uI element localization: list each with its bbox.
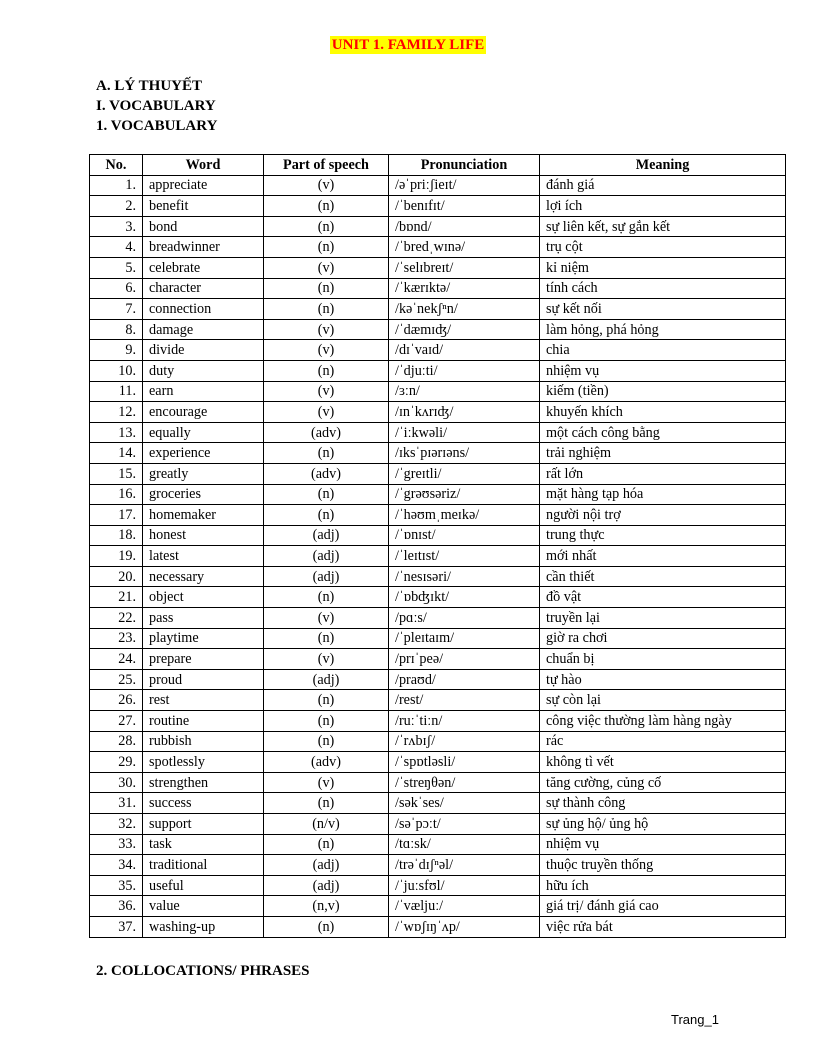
row-number: 17. bbox=[90, 505, 143, 526]
row-part-of-speech: (adj) bbox=[264, 875, 389, 896]
row-meaning: hữu ích bbox=[540, 875, 786, 896]
row-pronunciation: /ˈiːkwəli/ bbox=[389, 422, 540, 443]
row-word: value bbox=[143, 896, 264, 917]
row-word: greatly bbox=[143, 463, 264, 484]
row-number: 5. bbox=[90, 257, 143, 278]
row-number: 13. bbox=[90, 422, 143, 443]
table-row bbox=[90, 257, 786, 278]
row-part-of-speech: (n,v) bbox=[264, 896, 389, 917]
row-part-of-speech: (n) bbox=[264, 505, 389, 526]
row-pronunciation: /kəˈnekʃⁿn/ bbox=[389, 299, 540, 320]
row-number: 16. bbox=[90, 484, 143, 505]
row-pronunciation: /ˈgreɪtli/ bbox=[389, 463, 540, 484]
row-pronunciation: /dɪˈvaɪd/ bbox=[389, 340, 540, 361]
row-part-of-speech: (n) bbox=[264, 690, 389, 711]
table-row bbox=[90, 402, 786, 423]
row-word: earn bbox=[143, 381, 264, 402]
row-number: 33. bbox=[90, 834, 143, 855]
row-pronunciation: /ˈhəʊmˌmeɪkə/ bbox=[389, 505, 540, 526]
table-row bbox=[90, 896, 786, 917]
row-meaning: trung thực bbox=[540, 525, 786, 546]
row-word: character bbox=[143, 278, 264, 299]
row-part-of-speech: (n) bbox=[264, 916, 389, 937]
row-number: 3. bbox=[90, 216, 143, 237]
row-word: playtime bbox=[143, 628, 264, 649]
row-number: 6. bbox=[90, 278, 143, 299]
row-meaning: sự liên kết, sự gắn kết bbox=[540, 216, 786, 237]
row-part-of-speech: (adj) bbox=[264, 566, 389, 587]
row-meaning: tự hào bbox=[540, 669, 786, 690]
table-row bbox=[90, 175, 786, 196]
row-meaning: truyền lại bbox=[540, 608, 786, 629]
row-part-of-speech: (n) bbox=[264, 360, 389, 381]
row-word: task bbox=[143, 834, 264, 855]
row-meaning: chia bbox=[540, 340, 786, 361]
row-number: 8. bbox=[90, 319, 143, 340]
row-part-of-speech: (v) bbox=[264, 381, 389, 402]
row-meaning: một cách công bằng bbox=[540, 422, 786, 443]
row-pronunciation: /pɑːs/ bbox=[389, 608, 540, 629]
row-pronunciation: /ˈleɪtɪst/ bbox=[389, 546, 540, 567]
header-part-of-speech: Part of speech bbox=[264, 155, 389, 176]
row-pronunciation: /prɪˈpeə/ bbox=[389, 649, 540, 670]
row-meaning: sự ủng hộ/ ủng hộ bbox=[540, 814, 786, 835]
row-meaning: nhiệm vụ bbox=[540, 360, 786, 381]
table-row bbox=[90, 608, 786, 629]
row-number: 30. bbox=[90, 772, 143, 793]
row-part-of-speech: (n) bbox=[264, 216, 389, 237]
row-pronunciation: /ˈselɪbreɪt/ bbox=[389, 257, 540, 278]
row-number: 21. bbox=[90, 587, 143, 608]
row-pronunciation: /səkˈses/ bbox=[389, 793, 540, 814]
row-pronunciation: /ɜːn/ bbox=[389, 381, 540, 402]
row-number: 7. bbox=[90, 299, 143, 320]
row-meaning: đánh giá bbox=[540, 175, 786, 196]
table-header-row bbox=[90, 155, 786, 176]
row-part-of-speech: (n) bbox=[264, 237, 389, 258]
table-row bbox=[90, 772, 786, 793]
row-number: 36. bbox=[90, 896, 143, 917]
row-pronunciation: /ˈstreŋθən/ bbox=[389, 772, 540, 793]
row-meaning: công việc thường làm hàng ngày bbox=[540, 711, 786, 732]
header-pronunciation: Pronunciation bbox=[389, 155, 540, 176]
row-meaning: sự còn lại bbox=[540, 690, 786, 711]
row-pronunciation: /rest/ bbox=[389, 690, 540, 711]
row-part-of-speech: (n) bbox=[264, 793, 389, 814]
table-row bbox=[90, 196, 786, 217]
row-part-of-speech: (n) bbox=[264, 443, 389, 464]
row-part-of-speech: (adj) bbox=[264, 855, 389, 876]
row-part-of-speech: (v) bbox=[264, 402, 389, 423]
row-word: encourage bbox=[143, 402, 264, 423]
row-word: appreciate bbox=[143, 175, 264, 196]
row-meaning: làm hỏng, phá hỏng bbox=[540, 319, 786, 340]
row-word: celebrate bbox=[143, 257, 264, 278]
table-row bbox=[90, 463, 786, 484]
table-row bbox=[90, 649, 786, 670]
row-meaning: kỉ niệm bbox=[540, 257, 786, 278]
row-word: duty bbox=[143, 360, 264, 381]
row-meaning: khuyến khích bbox=[540, 402, 786, 423]
row-part-of-speech: (n) bbox=[264, 278, 389, 299]
row-word: groceries bbox=[143, 484, 264, 505]
table-row bbox=[90, 340, 786, 361]
row-number: 18. bbox=[90, 525, 143, 546]
row-part-of-speech: (adv) bbox=[264, 752, 389, 773]
section-1-heading: 1. VOCABULARY bbox=[96, 118, 218, 134]
row-word: honest bbox=[143, 525, 264, 546]
row-pronunciation: /praʊd/ bbox=[389, 669, 540, 690]
row-word: strengthen bbox=[143, 772, 264, 793]
table-row bbox=[90, 278, 786, 299]
row-number: 1. bbox=[90, 175, 143, 196]
table-row bbox=[90, 319, 786, 340]
table-row bbox=[90, 669, 786, 690]
row-pronunciation: /ɪnˈkʌrɪʤ/ bbox=[389, 402, 540, 423]
row-meaning: trải nghiệm bbox=[540, 443, 786, 464]
table-row bbox=[90, 711, 786, 732]
row-part-of-speech: (n) bbox=[264, 196, 389, 217]
row-word: equally bbox=[143, 422, 264, 443]
row-number: 15. bbox=[90, 463, 143, 484]
table-row bbox=[90, 690, 786, 711]
row-meaning: nhiệm vụ bbox=[540, 834, 786, 855]
row-number: 23. bbox=[90, 628, 143, 649]
unit-title bbox=[0, 36, 816, 54]
row-pronunciation: /ˈrʌbɪʃ/ bbox=[389, 731, 540, 752]
table-row bbox=[90, 814, 786, 835]
table-row bbox=[90, 731, 786, 752]
row-meaning: chuẩn bị bbox=[540, 649, 786, 670]
table-row bbox=[90, 237, 786, 258]
row-number: 2. bbox=[90, 196, 143, 217]
table-row bbox=[90, 299, 786, 320]
table-row bbox=[90, 381, 786, 402]
row-pronunciation: /ˈgrəʊsəriz/ bbox=[389, 484, 540, 505]
row-number: 9. bbox=[90, 340, 143, 361]
row-number: 28. bbox=[90, 731, 143, 752]
row-word: spotlessly bbox=[143, 752, 264, 773]
table-row bbox=[90, 916, 786, 937]
row-number: 24. bbox=[90, 649, 143, 670]
row-pronunciation: /ˈkærɪktə/ bbox=[389, 278, 540, 299]
row-pronunciation: /ˈɒbʤɪkt/ bbox=[389, 587, 540, 608]
row-part-of-speech: (v) bbox=[264, 257, 389, 278]
row-meaning: sự thành công bbox=[540, 793, 786, 814]
row-pronunciation: /səˈpɔːt/ bbox=[389, 814, 540, 835]
row-word: routine bbox=[143, 711, 264, 732]
row-number: 32. bbox=[90, 814, 143, 835]
row-pronunciation: /ɪksˈpɪərɪəns/ bbox=[389, 443, 540, 464]
row-part-of-speech: (adv) bbox=[264, 422, 389, 443]
row-word: connection bbox=[143, 299, 264, 320]
row-meaning: tăng cường, củng cố bbox=[540, 772, 786, 793]
row-number: 34. bbox=[90, 855, 143, 876]
table-row bbox=[90, 360, 786, 381]
row-meaning: đồ vật bbox=[540, 587, 786, 608]
vocabulary-table-body bbox=[90, 175, 786, 937]
row-part-of-speech: (v) bbox=[264, 772, 389, 793]
row-part-of-speech: (adv) bbox=[264, 463, 389, 484]
table-row bbox=[90, 752, 786, 773]
row-part-of-speech: (v) bbox=[264, 175, 389, 196]
row-part-of-speech: (adj) bbox=[264, 525, 389, 546]
row-pronunciation: /bɒnd/ bbox=[389, 216, 540, 237]
row-meaning: rác bbox=[540, 731, 786, 752]
row-part-of-speech: (v) bbox=[264, 649, 389, 670]
table-row bbox=[90, 525, 786, 546]
row-word: divide bbox=[143, 340, 264, 361]
row-number: 14. bbox=[90, 443, 143, 464]
row-word: object bbox=[143, 587, 264, 608]
section-i-heading: I. VOCABULARY bbox=[96, 98, 216, 114]
row-pronunciation: /əˈpriːʃieɪt/ bbox=[389, 175, 540, 196]
row-number: 31. bbox=[90, 793, 143, 814]
row-number: 37. bbox=[90, 916, 143, 937]
row-part-of-speech: (v) bbox=[264, 319, 389, 340]
row-pronunciation: /ˈspɒtləsli/ bbox=[389, 752, 540, 773]
row-word: traditional bbox=[143, 855, 264, 876]
table-row bbox=[90, 216, 786, 237]
row-pronunciation: /ˈdæmɪʤ/ bbox=[389, 319, 540, 340]
row-meaning: lợi ích bbox=[540, 196, 786, 217]
row-word: proud bbox=[143, 669, 264, 690]
row-part-of-speech: (n) bbox=[264, 299, 389, 320]
row-word: washing-up bbox=[143, 916, 264, 937]
table-row bbox=[90, 834, 786, 855]
row-meaning: cần thiết bbox=[540, 566, 786, 587]
row-word: experience bbox=[143, 443, 264, 464]
table-row bbox=[90, 566, 786, 587]
row-part-of-speech: (n/v) bbox=[264, 814, 389, 835]
row-part-of-speech: (n) bbox=[264, 484, 389, 505]
row-number: 26. bbox=[90, 690, 143, 711]
row-number: 27. bbox=[90, 711, 143, 732]
table-row bbox=[90, 505, 786, 526]
vocabulary-table bbox=[89, 154, 786, 938]
row-word: bond bbox=[143, 216, 264, 237]
header-no: No. bbox=[90, 155, 143, 176]
row-pronunciation: /ˈdjuːti/ bbox=[389, 360, 540, 381]
row-part-of-speech: (n) bbox=[264, 731, 389, 752]
table-row bbox=[90, 628, 786, 649]
row-meaning: tính cách bbox=[540, 278, 786, 299]
row-pronunciation: /ˈbenɪfɪt/ bbox=[389, 196, 540, 217]
row-pronunciation: /ruːˈtiːn/ bbox=[389, 711, 540, 732]
row-number: 12. bbox=[90, 402, 143, 423]
row-part-of-speech: (adj) bbox=[264, 669, 389, 690]
row-part-of-speech: (v) bbox=[264, 340, 389, 361]
row-pronunciation: /ˈɒnɪst/ bbox=[389, 525, 540, 546]
section-a-heading: A. LÝ THUYẾT bbox=[96, 78, 202, 94]
row-pronunciation: /ˈjuːsfʊl/ bbox=[389, 875, 540, 896]
row-pronunciation: /ˈnesɪsəri/ bbox=[389, 566, 540, 587]
row-word: support bbox=[143, 814, 264, 835]
row-meaning: sự kết nối bbox=[540, 299, 786, 320]
row-part-of-speech: (n) bbox=[264, 711, 389, 732]
row-word: rubbish bbox=[143, 731, 264, 752]
row-word: success bbox=[143, 793, 264, 814]
row-meaning: giờ ra chơi bbox=[540, 628, 786, 649]
row-word: useful bbox=[143, 875, 264, 896]
row-number: 19. bbox=[90, 546, 143, 567]
row-number: 4. bbox=[90, 237, 143, 258]
row-pronunciation: /ˈwɒʃɪŋˈʌp/ bbox=[389, 916, 540, 937]
header-word: Word bbox=[143, 155, 264, 176]
section-2-heading: 2. COLLOCATIONS/ PHRASES bbox=[96, 963, 310, 979]
table-row bbox=[90, 875, 786, 896]
row-word: damage bbox=[143, 319, 264, 340]
row-number: 25. bbox=[90, 669, 143, 690]
table-row bbox=[90, 855, 786, 876]
row-pronunciation: /ˈpleɪtaɪm/ bbox=[389, 628, 540, 649]
row-part-of-speech: (n) bbox=[264, 834, 389, 855]
row-word: prepare bbox=[143, 649, 264, 670]
row-pronunciation: /trəˈdɪʃⁿəl/ bbox=[389, 855, 540, 876]
row-number: 22. bbox=[90, 608, 143, 629]
row-word: benefit bbox=[143, 196, 264, 217]
row-pronunciation: /ˈvæljuː/ bbox=[389, 896, 540, 917]
row-part-of-speech: (v) bbox=[264, 608, 389, 629]
row-meaning: rất lớn bbox=[540, 463, 786, 484]
row-pronunciation: /ˈbredˌwɪnə/ bbox=[389, 237, 540, 258]
row-word: pass bbox=[143, 608, 264, 629]
row-part-of-speech: (n) bbox=[264, 628, 389, 649]
row-number: 35. bbox=[90, 875, 143, 896]
row-meaning: thuộc truyền thống bbox=[540, 855, 786, 876]
table-row bbox=[90, 587, 786, 608]
table-row bbox=[90, 484, 786, 505]
page-number: Trang_1 bbox=[671, 1012, 719, 1027]
row-meaning: kiếm (tiền) bbox=[540, 381, 786, 402]
row-meaning: trụ cột bbox=[540, 237, 786, 258]
row-part-of-speech: (adj) bbox=[264, 546, 389, 567]
table-row bbox=[90, 443, 786, 464]
row-meaning: không tì vết bbox=[540, 752, 786, 773]
row-word: necessary bbox=[143, 566, 264, 587]
row-meaning: mặt hàng tạp hóa bbox=[540, 484, 786, 505]
header-meaning: Meaning bbox=[540, 155, 786, 176]
row-meaning: việc rửa bát bbox=[540, 916, 786, 937]
row-part-of-speech: (n) bbox=[264, 587, 389, 608]
row-pronunciation: /tɑːsk/ bbox=[389, 834, 540, 855]
table-row bbox=[90, 422, 786, 443]
row-word: breadwinner bbox=[143, 237, 264, 258]
table-row bbox=[90, 793, 786, 814]
row-meaning: giá trị/ đánh giá cao bbox=[540, 896, 786, 917]
row-number: 20. bbox=[90, 566, 143, 587]
row-number: 10. bbox=[90, 360, 143, 381]
row-number: 29. bbox=[90, 752, 143, 773]
row-meaning: mới nhất bbox=[540, 546, 786, 567]
unit-title-text: UNIT 1. FAMILY LIFE bbox=[331, 37, 485, 53]
table-row bbox=[90, 546, 786, 567]
row-word: latest bbox=[143, 546, 264, 567]
row-number: 11. bbox=[90, 381, 143, 402]
row-word: rest bbox=[143, 690, 264, 711]
row-meaning: người nội trợ bbox=[540, 505, 786, 526]
row-word: homemaker bbox=[143, 505, 264, 526]
